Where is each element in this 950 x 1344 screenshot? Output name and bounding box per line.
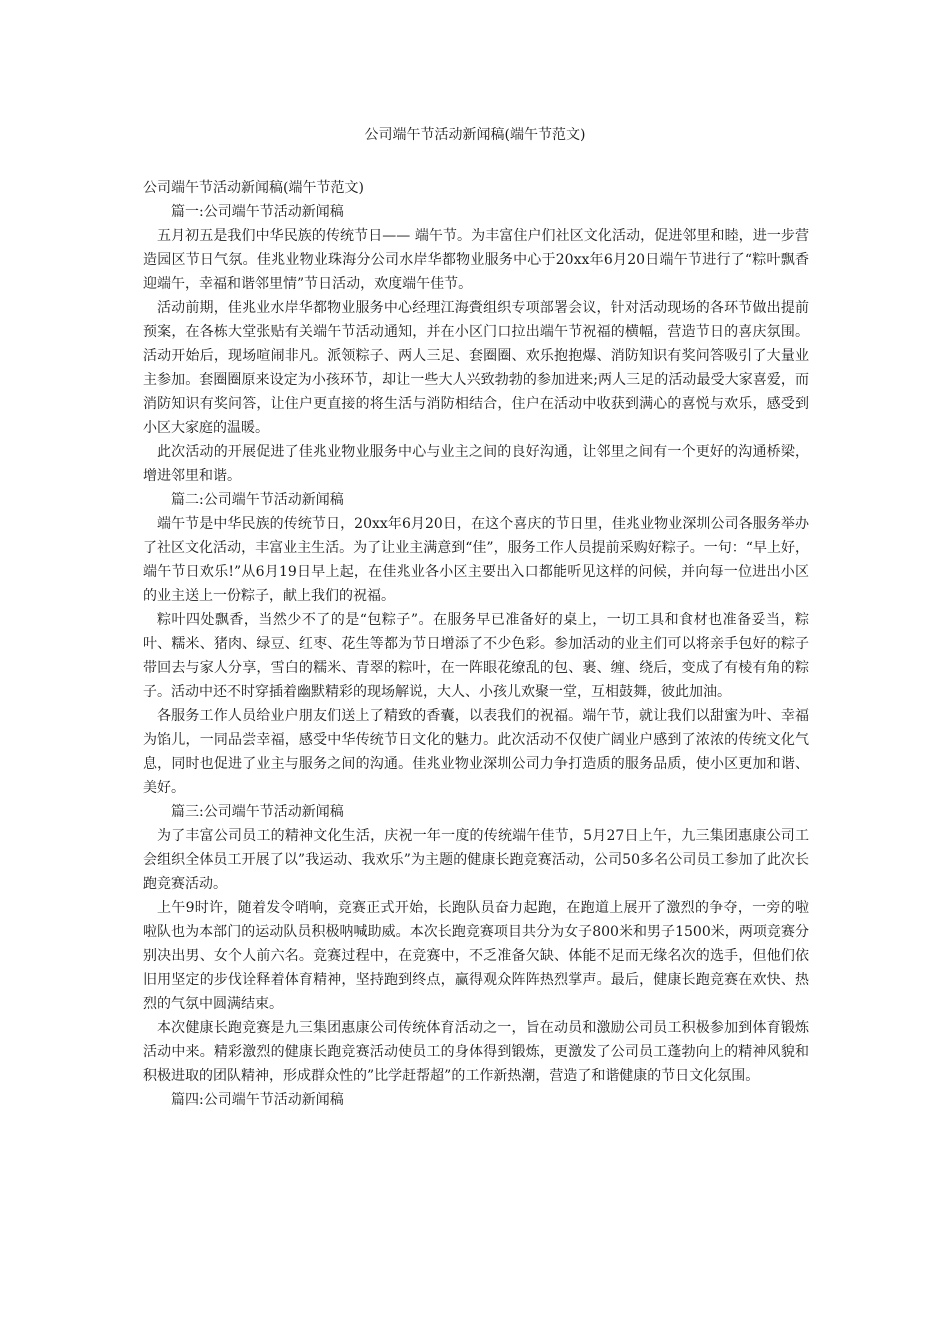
document-body [143, 176, 809, 1112]
paragraph: 此次活动的开展促进了佳兆业物业服务中心与业主之间的良好沟通，让邻里之间有一个更好的沟通桥梁，增进邻里和谐。 [143, 444, 809, 484]
page-title: 公司端午节活动新闻稿(端午节范文) [364, 127, 586, 143]
section-heading: 篇一:公司端午节活动新闻稿 [171, 204, 344, 220]
paragraph: 本次健康长跑竞赛是九三集团惠康公司传统体育活动之一，旨在动员和激励公司员工积极参加到体育锻炼活动中来。精彩激烈的健康长跑竞赛活动使员工的身体得到锻炼，更激发了公司员工蓬勃向上的精神风貌和积极进取的团队精神，形成群众性的”比学赶帮超”的工作新热潮，营造了和谐健康的节日文化氛围。 [143, 1020, 809, 1084]
paragraph: 端午节是中华民族的传统节日，20xx年6月20日，在这个喜庆的节日里，佳兆业物业深圳公司各服务举办了社区文化活动，丰富业主生活。为了让业主满意到“佳”，服务工作人员提前采购好粽子。一句：“早上好，端午节日欢乐!”从6月19日早上起，在佳兆业各小区主要出入口都能听见这样的问候，并向每一位进出小区的业主送上一份粽子，献上我们的祝福。 [143, 516, 809, 604]
paragraph: 各服务工作人员给业户朋友们送上了精致的香囊，以表我们的祝福。端午节，就让我们以甜蜜为叶、幸福为馅儿，一同品尝幸福，感受中华传统节日文化的魅力。此次活动不仅使广阔业户感到了浓浓的传统文化气息，同时也促进了业主与服务之间的沟通。佳兆业物业深圳公司力争打造质的服务品质，使小区更加和谐、美好。 [143, 708, 809, 796]
paragraph: 五月初五是我们中华民族的传统节日—— 端午节。为丰富住户们社区文化活动，促进邻里和睦，进一步营造园区节日气氛。佳兆业物业珠海分公司水岸华都物业服务中心于20xx年6月20日端午节进行了“粽叶飘香迎端午，幸福和谐邻里情”节日活动，欢度端午佳节。 [143, 228, 809, 292]
section-heading: 篇四:公司端午节活动新闻稿 [171, 1092, 344, 1108]
paragraph: 上午9时许，随着发令哨响，竞赛正式开始，长跑队员奋力起跑，在跑道上展开了激烈的争夺，一旁的啦啦队也为本部门的运动队员积极呐喊助威。本次长跑竞赛项目共分为女子800米和男子1500米，两项竞赛分别决出男、女个人前六名。竞赛过程中，在竞赛中，不乏准备欠缺、体能不足而无缘名次的选手，但他们依旧用坚定的步伐诠释着体育精神，坚持跑到终点，赢得观众阵阵热烈掌声。最后，健康长跑竞赛在欢快、热烈的气氛中圆满结束。 [143, 900, 809, 1012]
paragraph: 活动前期，佳兆业水岸华都物业服务中心经理江海賫组织专项部署会议，针对活动现场的各环节做出提前预案，在各栋大堂张贴有关端午节活动通知，并在小区门口拉出端午节祝福的横幅，营造节日的喜庆氛围。活动开始后，现场喧闹非凡。派领粽子、两人三足、套圈圈、欢乐抱抱爆、消防知识有奖问答吸引了大量业主参加。套圈圈原来设定为小孩环节，却让一些大人兴致勃勃的参加进来;两人三足的活动最受大家喜爱，而消防知识有奖问答，让住户更直接的将生活与消防相结合，住户在活动中收获到满心的喜悦与欢乐，感受到小区大家庭的温暖。 [143, 300, 809, 436]
paragraph: 为了丰富公司员工的精神文化生活，庆祝一年一度的传统端午佳节，5月27日上午，九三集团惠康公司工会组织全体员工开展了以”我运动、我欢乐”为主题的健康长跑竞赛活动，公司50多名公司员工参加了此次长跑竞赛活动。 [143, 828, 809, 892]
paragraph: 粽叶四处飘香，当然少不了的是“包粽子”。在服务早已准备好的桌上，一切工具和食材也准备妥当，粽叶、糯米、猪肉、绿豆、红枣、花生等都为节日增添了不少色彩。参加活动的业主们可以将亲手包好的粽子带回去与家人分享，雪白的糯米、青翠的粽叶，在一阵眼花缭乱的包、裹、缠、绕后，变成了有棱有角的粽子。活动中还不时穿插着幽默精彩的现场解说，大人、小孩儿欢聚一堂，互相鼓舞，彼此加油。 [143, 612, 809, 700]
section-heading: 篇二:公司端午节活动新闻稿 [171, 492, 344, 508]
document-subtitle: 公司端午节活动新闻稿(端午节范文) [143, 180, 364, 196]
section-heading: 篇三:公司端午节活动新闻稿 [171, 804, 344, 820]
